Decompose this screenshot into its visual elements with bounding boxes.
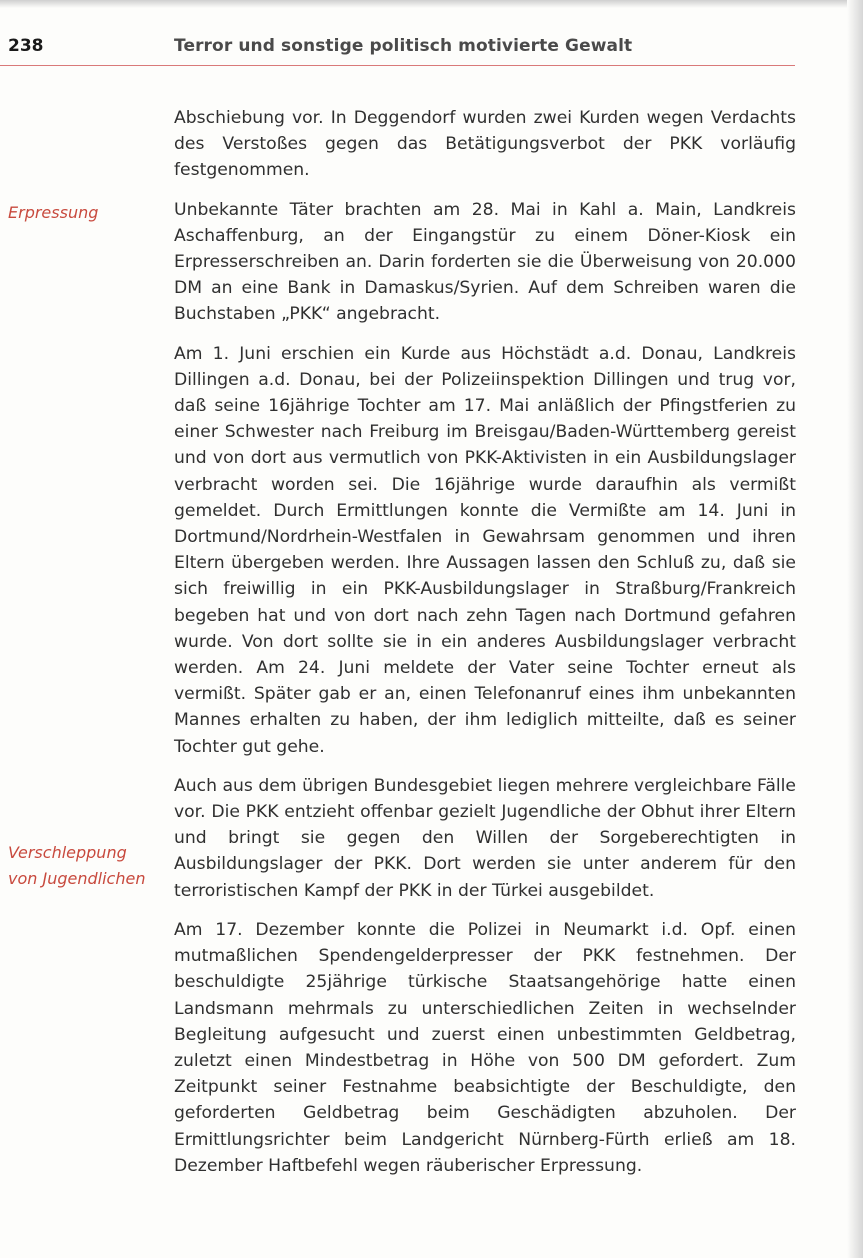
margin-note-line-2: von Jugendlichen xyxy=(8,869,146,888)
margin-note-verschleppung xyxy=(8,840,158,892)
running-title: Terror und sonstige politisch motivierte Gewalt xyxy=(174,36,633,56)
header-rule xyxy=(0,65,795,66)
margin-note-erpressung xyxy=(8,200,158,226)
margin-note-text: Erpressung xyxy=(8,203,99,222)
margin-note-line-1: Verschleppung xyxy=(8,843,127,862)
paragraph-2: Unbekannte Täter brachten am 28. Mai in Kahl a. Main, Landkreis Aschaffenburg, an der Eingangstür zu einem Döner-Kiosk ein Erpresserschreiben an. Darin forderten sie die Überweisung von 20.000 DM an eine Bank in Damaskus/Syrien. Auf dem Schreiben waren die Buchstaben „PKK“ angebracht. xyxy=(174,199,796,325)
paragraph-4: Auch aus dem übrigen Bundesgebiet liegen mehrere vergleichbare Fälle vor. Die PKK entzieht offenbar gezielt Jugendliche der Obhut ihrer Eltern und bringt sie gegen den Willen der Sorgeberechtigten in Ausbildungslager der PKK. Dort werden sie unter anderem für den terroristischen Kampf der PKK in der Türkei ausgebildet. xyxy=(174,775,796,901)
paragraph-5: Am 17. Dezember konnte die Polizei in Neumarkt i.d. Opf. einen mutmaßlichen Spendengelderpresser der PKK festnehmen. Der beschuldigte 25jährige türkische Staatsangehörige hatte einen Landsmann mehrmals zu unterschiedlichen Zeiten in wechselnder Begleitung aufgesucht und zuerst einen unbestimmten Geldbetrag, zuletzt einen Mindestbetrag in Höhe von 500 DM gefordert. Zum Zeitpunkt seiner Festnahme beabsichtigte der Beschuldigte, den geforderten Geldbetrag beim Geschädigten abzuholen. Der Ermittlungsrichter beim Landgericht Nürnberg-Fürth erließ am 18. Dezember Haftbefehl wegen räuberischer Erpressung. xyxy=(174,919,796,1176)
page-edge-shadow xyxy=(847,0,863,1258)
paragraph-1: Abschiebung vor. In Deggendorf wurden zwei Kurden wegen Verdachts des Verstoßes gegen das Betätigungsverbot der PKK vorläufig festgenommen. xyxy=(174,108,796,181)
paragraph-3: Am 1. Juni erschien ein Kurde aus Höchstädt a.d. Donau, Landkreis Dillingen a.d. Donau, bei der Polizeiinspektion Dillingen und trug vor, daß seine 16jährige Tochter am 17. Mai anläßlich der Pfingstferien zu einer Schwester nach Freiburg im Breisgau/Baden-Württemberg gereist und von dort aus vermutlich von PKK-Aktivisten in ein Ausbildungslager verbracht worden sei. Die 16jährige wurde daraufhin als vermißt gemeldet. Durch Ermittlungen konnte die Vermißte am 14. Juni in Dortmund/Nordrhein-Westfalen in Gewahrsam genommen und ihren Eltern übergeben werden. Ihre Aussagen lassen den Schluß zu, daß sie sich freiwillig in ein PKK-Ausbildungslager in Straßburg/Frankreich begeben hat und von dort nach zehn Tagen nach Dortmund gefahren wurde. Von dort sollte sie in ein anderes Ausbildungslager verbracht werden. Am 24. Juni meldete der Vater seine Tochter erneut als vermißt. Später gab er an, einen Telefonanruf eines ihm unbekannten Mannes erhalten zu haben, der ihm lediglich mitteilte, daß es seiner Tochter gut gehe. xyxy=(174,343,796,757)
page-top-shadow xyxy=(0,0,863,8)
page-header xyxy=(0,34,795,66)
body-text xyxy=(174,105,796,1192)
page-number: 238 xyxy=(8,36,44,56)
